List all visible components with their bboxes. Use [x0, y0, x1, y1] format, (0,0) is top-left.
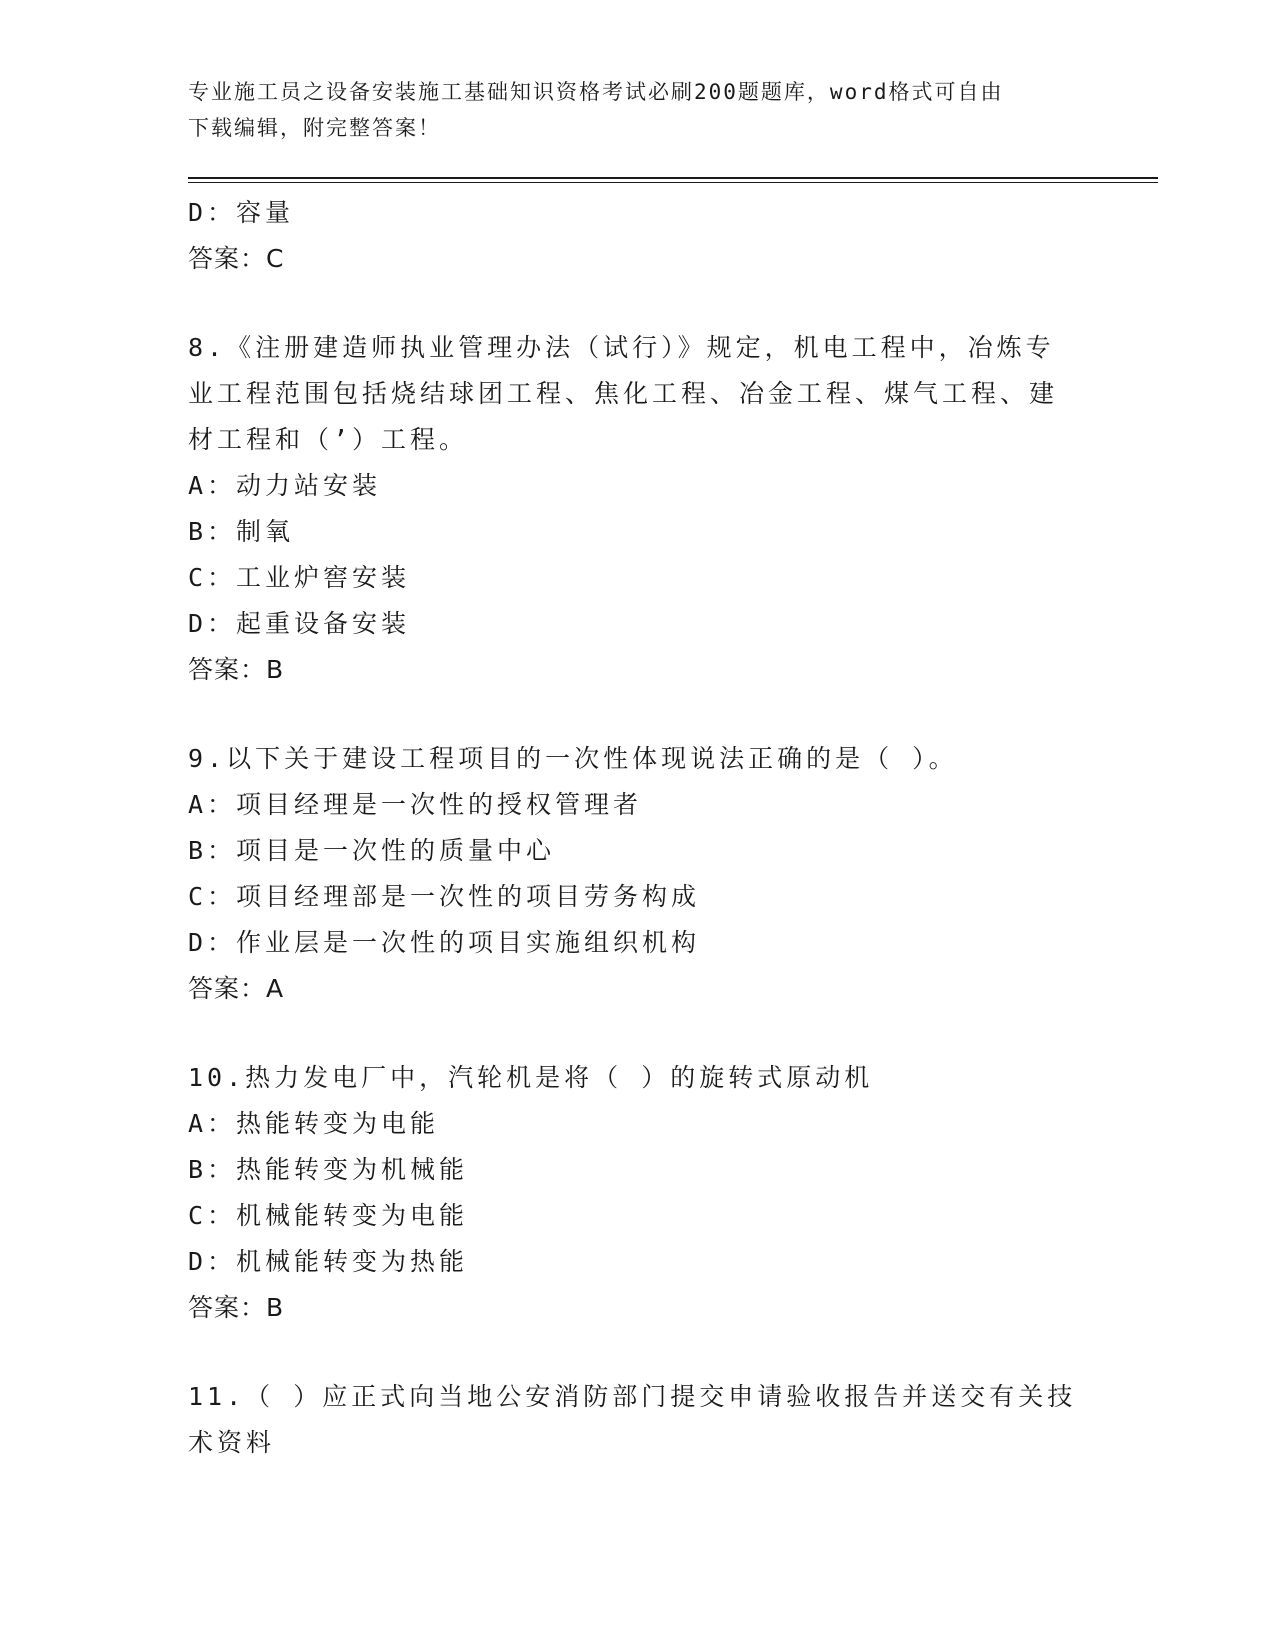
answer-line: 答案：B [188, 1293, 285, 1322]
answer-line: 答案：B [188, 655, 285, 684]
question-block [188, 325, 1068, 693]
option-c: C：机械能转变为电能 [188, 1201, 469, 1230]
header-line-2: 下载编辑，附完整答案！ [188, 116, 441, 140]
question-text: 8.《注册建造师执业管理办法（试行）》规定，机电工程中，冶炼专 [188, 333, 1055, 362]
question-block [188, 1374, 1077, 1466]
document-header [188, 74, 1068, 146]
option-a: A：动力站安装 [188, 471, 382, 500]
question-text: 材工程和（’）工程。 [188, 425, 469, 454]
option-d: D：作业层是一次性的项目实施组织机构 [188, 928, 701, 957]
answer-line: 答案：C [188, 244, 285, 273]
option-c: C：工业炉窖安装 [188, 563, 411, 592]
option-d: D：机械能转变为热能 [188, 1247, 469, 1276]
question-text: 业工程范围包括烧结球团工程、焦化工程、冶金工程、煤气工程、建 [188, 379, 1059, 408]
option-b: B：项目是一次性的质量中心 [188, 836, 556, 865]
option-b: B：制氧 [188, 517, 295, 546]
option-d: D：起重设备安装 [188, 609, 411, 638]
question-block [188, 1055, 1068, 1331]
question-text: 10.热力发电厂中，汽轮机是将（ ）的旋转式原动机 [188, 1063, 874, 1092]
header-line-1: 专业施工员之设备安装施工基础知识资格考试必刷200题题库，word格式可自由 [188, 80, 1004, 104]
question-text: 11.（ ）应正式向当地公安消防部门提交申请验收报告并送交有关技 [188, 1382, 1077, 1411]
option-c: C：项目经理部是一次性的项目劳务构成 [188, 882, 701, 911]
option-a: A：热能转变为电能 [188, 1109, 440, 1138]
option-d: D：容量 [188, 198, 295, 227]
header-divider-thick [188, 177, 1158, 179]
question-text: 术资料 [188, 1428, 276, 1457]
question-text: 9.以下关于建设工程项目的一次性体现说法正确的是（ ）。 [188, 744, 958, 773]
question-list [188, 190, 1077, 1466]
answer-line: 答案：A [188, 974, 285, 1003]
header-divider-thin [188, 182, 1158, 183]
option-a: A：项目经理是一次性的授权管理者 [188, 790, 643, 819]
question-block [188, 736, 1068, 1012]
option-b: B：热能转变为机械能 [188, 1155, 469, 1184]
